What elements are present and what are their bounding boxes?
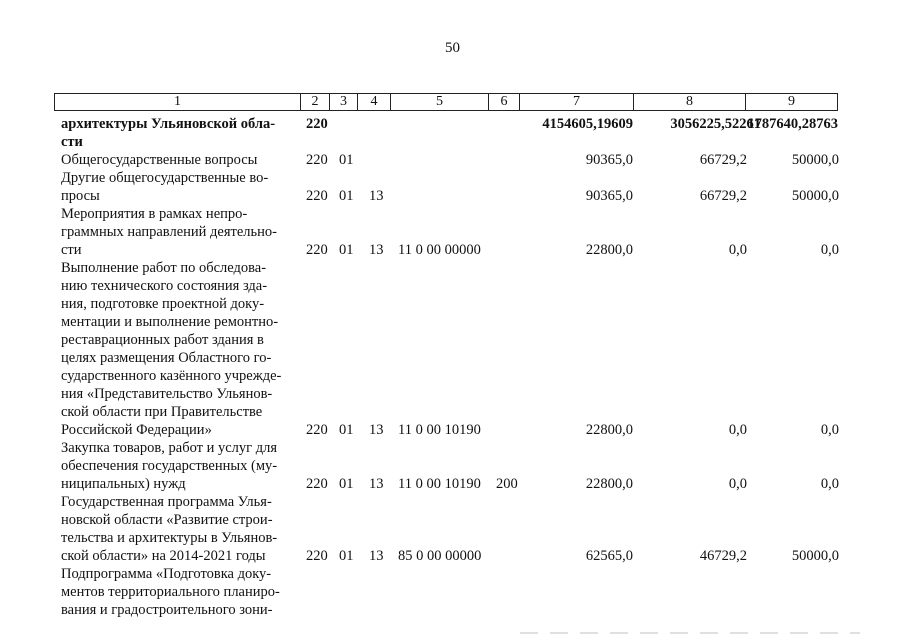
- header-col-1: 1: [55, 94, 301, 110]
- description-line: ской области» на 2014-2021 годы: [61, 548, 266, 564]
- header-col-6: 6: [489, 94, 520, 110]
- table-row: [0, 259, 905, 439]
- row-description: [61, 259, 298, 439]
- description-line: ментов территориального планиро-: [61, 584, 280, 600]
- description-line: Другие общегосударственные во-: [61, 170, 269, 186]
- table-row: [0, 493, 905, 565]
- cell-c3: 01: [339, 476, 354, 492]
- cell-c8: 0,0: [728, 422, 747, 438]
- header-col-5: 5: [391, 94, 489, 110]
- cell-c7: 22800,0: [585, 242, 633, 258]
- description-line: Выполнение работ по обследова-: [61, 260, 267, 276]
- description-line: сти: [61, 242, 82, 258]
- row-description: [61, 151, 298, 169]
- cell-c8: 66729,2: [699, 188, 747, 204]
- cell-c2: 220: [306, 152, 328, 168]
- description-line: ниципальных) нужд: [61, 476, 186, 492]
- cell-c4: 13: [369, 476, 384, 492]
- cell-c5: 11 0 00 00000: [398, 242, 481, 258]
- description-line: целях размещения Областного го-: [61, 350, 272, 366]
- table-row: [0, 205, 905, 259]
- description-line: архитектуры Ульяновской обла-: [61, 116, 276, 132]
- description-line: просы: [61, 188, 100, 204]
- table-row: [0, 151, 905, 169]
- cell-c3: 01: [339, 242, 354, 258]
- cell-c8: 0,0: [728, 476, 747, 492]
- cell-c9: 0,0: [820, 476, 839, 492]
- description-line: Мероприятия в рамках непро-: [61, 206, 248, 222]
- description-line: ния «Представительство Ульянов-: [61, 386, 273, 402]
- cell-c8: 3056225,52261: [670, 116, 761, 132]
- cell-c7: 4154605,19609: [542, 116, 633, 132]
- cell-c2: 220: [306, 188, 328, 204]
- description-line: нию технического состояния зда-: [61, 278, 268, 294]
- cell-c9: 1787640,28763: [747, 116, 838, 132]
- description-line: граммных направлений деятельно-: [61, 224, 277, 240]
- cell-c8: 0,0: [728, 242, 747, 258]
- cell-c7: 90365,0: [585, 152, 633, 168]
- cell-c9: 0,0: [820, 242, 839, 258]
- description-line: ской области при Правительстве: [61, 404, 263, 420]
- table-row: [0, 439, 905, 493]
- row-description: [61, 439, 298, 493]
- description-line: тельства и архитектуры в Ульянов-: [61, 530, 278, 546]
- cell-c8: 66729,2: [699, 152, 747, 168]
- cell-c3: 01: [339, 152, 354, 168]
- cell-c2: 220: [306, 242, 328, 258]
- scan-artifact: [520, 632, 860, 634]
- cell-c9: 50000,0: [791, 548, 839, 564]
- cell-c7: 90365,0: [585, 188, 633, 204]
- description-line: вания и градостроительного зони-: [61, 602, 273, 618]
- cell-c4: 13: [369, 242, 384, 258]
- cell-c3: 01: [339, 422, 354, 438]
- description-line: ния, подготовке проектной доку-: [61, 296, 265, 312]
- header-col-8: 8: [634, 94, 746, 110]
- description-line: сударственного казённого учрежде-: [61, 368, 282, 384]
- description-line: обеспечения государственных (му-: [61, 458, 278, 474]
- cell-c7: 22800,0: [585, 422, 633, 438]
- row-description: [61, 205, 298, 259]
- description-line: Подпрограмма «Подготовка доку-: [61, 566, 272, 582]
- page-number: 50: [445, 40, 460, 56]
- cell-c9: 0,0: [820, 422, 839, 438]
- description-line: ментации и выполнение ремонтно-: [61, 314, 279, 330]
- row-description: [61, 169, 298, 205]
- cell-c2: 220: [306, 548, 328, 564]
- cell-c8: 46729,2: [699, 548, 747, 564]
- description-line: Государственная программа Улья-: [61, 494, 272, 510]
- cell-c9: 50000,0: [791, 188, 839, 204]
- cell-c3: 01: [339, 188, 354, 204]
- table-row: [0, 115, 905, 151]
- cell-c3: 01: [339, 548, 354, 564]
- cell-c2: 220: [306, 476, 328, 492]
- table-header: [54, 93, 838, 111]
- cell-c5: 11 0 00 10190: [398, 422, 481, 438]
- cell-c4: 13: [369, 188, 384, 204]
- table-row: [0, 565, 905, 619]
- row-description: [61, 565, 298, 619]
- description-line: реставрационных работ здания в: [61, 332, 264, 348]
- row-description: [61, 115, 298, 151]
- cell-c5: 85 0 00 00000: [398, 548, 482, 564]
- cell-c4: 13: [369, 548, 384, 564]
- cell-c5: 11 0 00 10190: [398, 476, 481, 492]
- description-line: Общегосударственные вопросы: [61, 152, 258, 168]
- description-line: Российской Федерации»: [61, 422, 212, 438]
- table-row: [0, 169, 905, 205]
- description-line: сти: [61, 134, 83, 150]
- header-col-7: 7: [520, 94, 634, 110]
- header-col-9: 9: [788, 94, 795, 109]
- description-line: Закупка товаров, работ и услуг для: [61, 440, 278, 456]
- cell-c2: 220: [306, 116, 328, 132]
- row-description: [61, 493, 298, 565]
- cell-c4: 13: [369, 422, 384, 438]
- cell-c7: 62565,0: [585, 548, 633, 564]
- description-line: новской области «Развитие строи-: [61, 512, 273, 528]
- cell-c2: 220: [306, 422, 328, 438]
- cell-c6: 200: [496, 476, 518, 492]
- header-col-4: 4: [358, 94, 391, 110]
- cell-c7: 22800,0: [585, 476, 633, 492]
- header-col-3: 3: [330, 94, 358, 110]
- header-col-2: 2: [301, 94, 330, 110]
- cell-c9: 50000,0: [791, 152, 839, 168]
